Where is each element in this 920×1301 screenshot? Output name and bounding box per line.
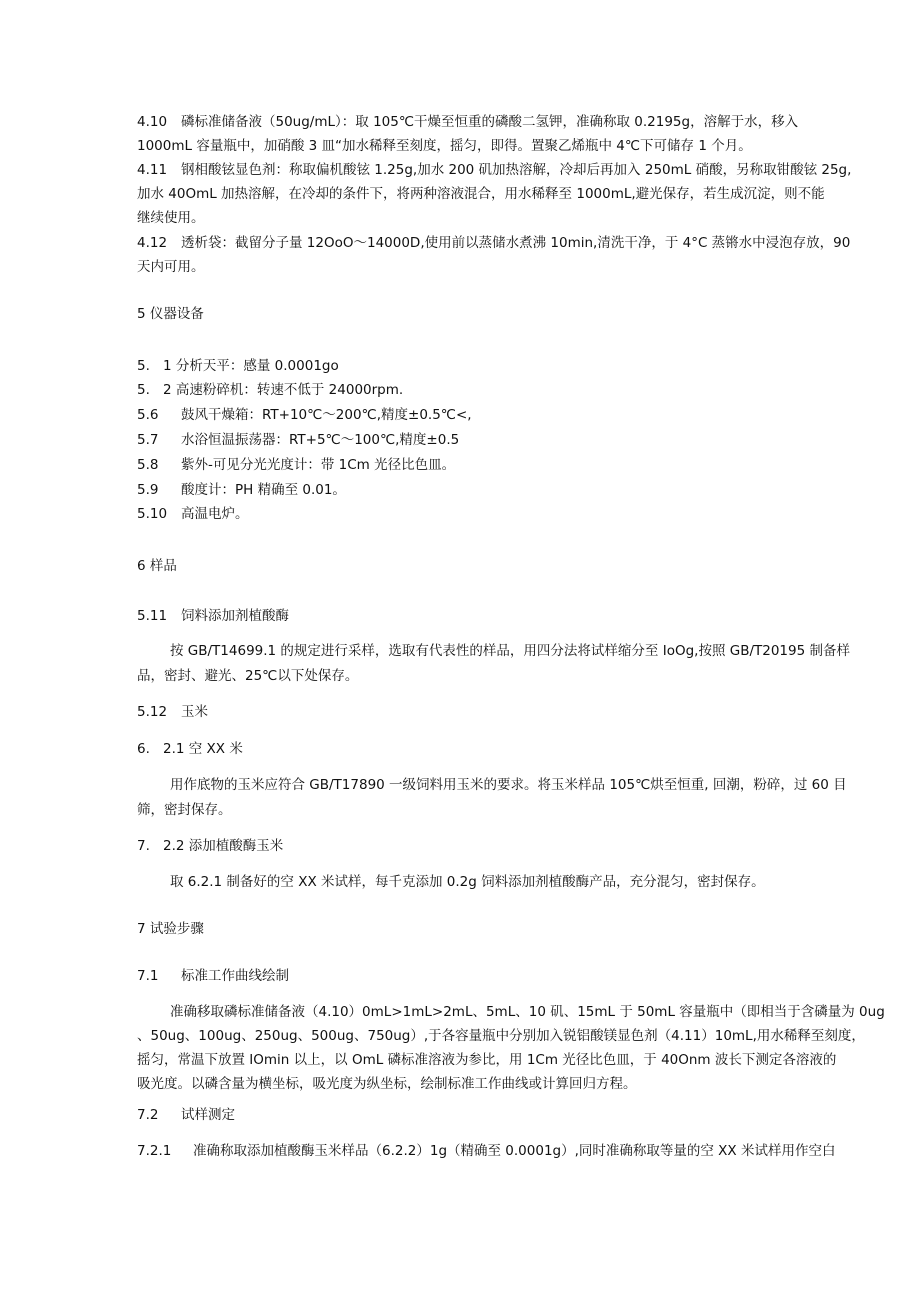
item-text: 紫外-可见分光光度计：带 1Cm 光径比色皿。	[181, 457, 456, 473]
item-4-10-line-2: 1000mL 容量瓶中，加硝酸 3 皿“加水稀释至刻度，摇匀，即得。置聚乙烯瓶中 4℃下可储存 1 个月。	[137, 138, 752, 154]
item-text: 酸度计：PH 精确至 0.01。	[181, 482, 346, 498]
subsection-heading	[137, 610, 289, 624]
paragraph-line: 用作底物的玉米应符合 GB/T17890 一级饲料用玉米的要求。将玉米样品 105℃烘至恒重, 回潮，粉碎，过 60 目	[170, 777, 847, 793]
equipment-item	[137, 484, 346, 498]
item-4-12-line-2: 天内可用。	[137, 259, 205, 275]
equipment-item	[137, 409, 472, 423]
heading-text: 饲料添加剂植酸酶	[181, 608, 289, 624]
item-number: 5.9	[137, 482, 159, 498]
subsection-heading	[137, 1109, 235, 1123]
item-4-12-line-1	[137, 237, 850, 251]
item-text: 钢相酸铉显色剂：称取偏机酸铉 1.25g,加水 200 矶加热溶解，冷却后再加入 250mL 硝酸，另称取钳酸铉 25g,	[181, 162, 852, 178]
subsection-heading	[137, 970, 289, 984]
item-number: 7.	[137, 838, 150, 854]
item-number: 5.6	[137, 407, 159, 423]
item-text: 准确称取添加植酸酶玉米样品（6.2.2）1g（精确至 0.0001g）,同时准确称取等量的空 XX 米试样用作空白	[193, 1143, 836, 1159]
paragraph-line: 筛，密封保存。	[137, 802, 232, 818]
item-4-11-line-3: 继续使用。	[137, 210, 205, 226]
subsection-heading	[137, 743, 243, 757]
equipment-item	[137, 459, 455, 473]
heading-text: 试样测定	[181, 1107, 235, 1123]
item-number: 7.2	[137, 1107, 159, 1123]
item-number: 5.12	[137, 704, 168, 720]
item-number: 4.10	[137, 114, 168, 130]
section-7-title: 7 试验步骤	[137, 921, 204, 937]
paragraph-line: 吸光度。以磷含量为横坐标，吸光度为纵坐标，绘制标准工作曲线或计算回归方程。	[137, 1076, 637, 1092]
item-number: 5.	[137, 382, 150, 398]
paragraph-line: 摇匀，常温下放置 IOmin 以上，以 OmL 磷标准溶液为参比，用 1Cm 光径比色皿，于 40Onm 波长下测定各溶液的	[137, 1052, 837, 1068]
item-text: 高温电炉。	[181, 506, 249, 522]
paragraph-line: 按 GB/T14699.1 的规定进行采样，选取有代表性的样品，用四分法将试样缩分至 IoOg,按照 GB/T20195 制备样	[170, 643, 850, 659]
item-number: 4.12	[137, 235, 168, 251]
item-number: 6.	[137, 741, 150, 757]
section-5-title: 5 仪器设备	[137, 306, 204, 322]
item-text: 2 高速粉碎机：转速不低于 24000rpm.	[163, 382, 404, 398]
paragraph-line: 取 6.2.1 制备好的空 XX 米试样，每千克添加 0.2g 饲料添加剂植酸酶产品，充分混匀，密封保存。	[170, 874, 765, 890]
heading-text: 标准工作曲线绘制	[181, 968, 289, 984]
section-6-title: 6 样品	[137, 558, 177, 574]
item-number: 7.1	[137, 968, 159, 984]
item-number: 5.	[137, 358, 150, 374]
paragraph-line: 准确移取磷标准储备液（4.10）0mL>1mL>2mL、5mL、10 矶、15mL 于 50mL 容量瓶中（即相当于含磷量为 0ug	[170, 1004, 885, 1020]
subsection-heading	[137, 840, 283, 854]
item-text: 磷标准储备液（50ug∕mL）：取 105℃干燥至恒重的磷酸二氢钾，准确称取 0.2195g，溶解于水，移入	[181, 114, 799, 130]
paragraph-line: 品，密封、避光、25℃以下处保存。	[137, 668, 359, 684]
equipment-item	[137, 434, 459, 448]
item-text: 1 分析天平：感量 0.0001go	[163, 358, 339, 374]
item-4-11-line-2: 加水 40OmL 加热溶解，在冷却的条件下，将两种溶液混合，用水稀释至 1000mL,避光保存，若生成沉淀，则不能	[137, 186, 825, 202]
item-text: 水浴恒温振荡器：RT+5℃～100℃,精度±0.5	[181, 432, 460, 448]
item-text: 透析袋：截留分子量 12OoO～14000D,使用前以蒸储水煮沸 10min,清洗干净，于 4°C 蒸锵水中浸泡存放，90	[181, 235, 851, 251]
equipment-item	[137, 384, 403, 398]
heading-text: 2.2 添加植酸酶玉米	[163, 838, 284, 854]
item-number: 7.2.1	[137, 1143, 172, 1159]
item-number: 5.10	[137, 506, 168, 522]
item-4-10-line-1	[137, 116, 798, 130]
item-number: 5.8	[137, 457, 159, 473]
item-7-2-1-line	[137, 1145, 835, 1159]
heading-text: 玉米	[181, 704, 208, 720]
item-4-11-line-1	[137, 164, 851, 178]
item-text: 鼓风干燥箱：RT+10℃～200℃,精度±0.5℃<,	[181, 407, 472, 423]
paragraph-line: 、50ug、100ug、250ug、500ug、750ug）,于各容量瓶中分别加入锐铝酸镁显色剂（4.11）10mL,用水稀释至刻度，	[137, 1028, 865, 1044]
item-number: 4.11	[137, 162, 168, 178]
heading-text: 2.1 空 XX 米	[163, 741, 243, 757]
item-number: 5.7	[137, 432, 159, 448]
item-number: 5.11	[137, 608, 168, 624]
subsection-heading	[137, 706, 208, 720]
equipment-item	[137, 508, 249, 522]
equipment-item	[137, 360, 339, 374]
